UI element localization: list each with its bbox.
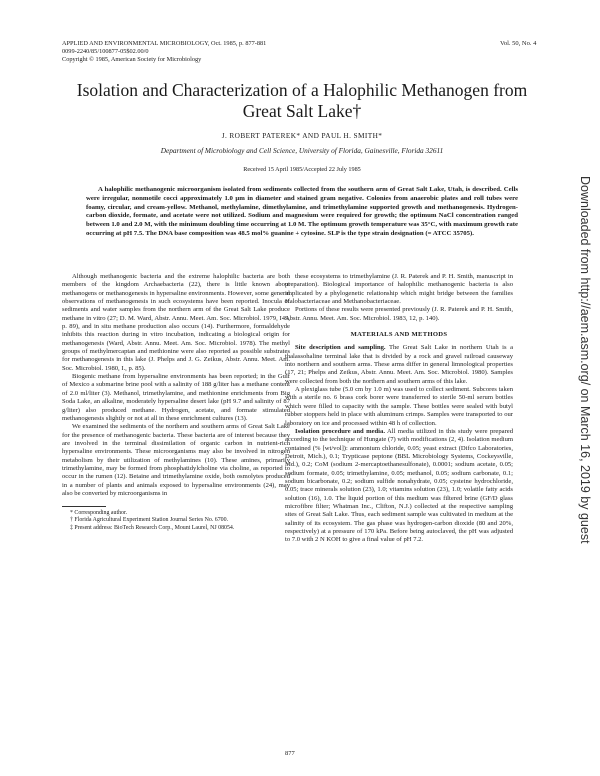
journal-header [62,40,266,65]
footnote-corresponding: * Corresponding author. [70,510,128,517]
paragraph-text: The Great Salt Lake in northern Utah is a thalassohaline terminal lake that is divided by a rock and gravel railroad causeway into northern and southern arms. These arms differ in general limnological properties (17, 21; Phelps and Zeikus, Abstr. Annu. Meet. Am. Soc. Microbiol. 1980). Samples were collected from both the northern and southern arms of this lake. [285,344,513,385]
methods-paragraph [285,428,513,545]
journal-citation: APPLIED AND ENVIRONMENTAL MICROBIOLOGY, Oct. 1985, p. 877-881 [62,40,267,47]
footnote-present-address: ‡ Present address: BioTech Research Corp., Mount Laurel, NJ 08054. [70,524,235,531]
volume-issue: Vol. 50, No. 4 [500,40,537,47]
subsection-heading: Site description and sampling. [295,344,386,352]
methods-paragraph: A plexiglass tube (5.0 cm by 1.0 m) was used to collect sediment. Subcores taken with a sterile no. 6 brass cork borer were transferred to sterile 50-ml serum bottles which were filled to capacity with the sample. These bottles were sealed with butyl rubber stoppers held in place with aluminum crimps. Samples were transported to our laboratory on ice and processed within 48 h of collection. [285,386,513,427]
intro-paragraph: We examined the sediments of the northern and southern arms of Great Salt Lake for the presence of methanogenic bacteria. These bacteria are of interest because they are involved in the terminal dissimilation of organic carbon in nutrient-rich hypersaline environments. These microorganisms may also be involved in nitrogen metabolism by their utilization of methylamines (10). These amines, primarily trimethylamine, may be formed from phosphatidylcholine via choline, as reported to occur in the rumen (12). Betaine and trimethylamine oxide, both osmolytes produced in a number of plants and animals exposed to hypersaline environments (24), may also be converted by microorganisms in [62,423,290,497]
footnote-journal-series: † Florida Agricultural Experiment Station Journal Series No. 6700. [70,517,229,524]
right-column [285,273,513,545]
intro-paragraph: Portions of these results were presented previously (J. R. Paterek and P. H. Smith, Abstr. Annu. Meet. Am. Soc. Microbiol. 1983, 12, p. 140). [285,306,513,322]
subsection-heading: Isolation procedure and media. [295,427,385,435]
left-column [62,273,290,532]
footnote-rule [62,506,106,507]
affiliation: Department of Microbiology and Cell Science, University of Florida, Gainesville, Florida 32611 [160,146,444,155]
intro-paragraph: Biogenic methane from hypersaline environments has been reported; in the Gulf of Mexico a submarine brine pool with a salinity of 188 g/liter has a methane content of 2.0 ml/liter (3). Methanol, trimethylamine, and methionine enrichments from Big Soda Lake, an alkaline, moderately hypersaline desert lake (pH 9.7 and salinity of 87 g/liter) also produced methane. Hydrogen, acetate, and formate stimulated methanogenesis slightly or not at all in these enrichment cultures (13). [62,373,290,422]
paragraph-text: All media utilized in this study were prepared according to the technique of Hungate (7) with modifications (2, 4). Isolation medium contained (% [wt/vol]): ammonium chloride, 0.05; yeast extract (Difco Laboratories, Detroit, Mich.), 0.1; Trypticase peptone (BBL Microbiology Systems, Cockeysville, Md.), 0.2; CoM (sodium 2-mercaptoethanesulfonate), 0.0001; sodium acetate, 0.05; sodium formate, 0.05; trimethylamine, 0.05; methanol, 0.05; sodium carbonate, 0.1; sodium bicarbonate, 0.2; sodium sulfide nonahydrate, 0.05; cysteine hydrochloride, 0.05; trace minerals solution (23), 1.0; vitamins solution (23), 1.0; volatile fatty acids solution (16), 1.0. The liquid portion of this medium was filtered brine (GF/D glass microfibre filter; Whatman Inc., Clifton, N.J.) collected at the respective sampling sites of Great Salt Lake. Thus, each sediment sample was cultivated in medium at the salinity of its ecosystem. The gas phase was hydrogen-carbon dioxide (80 and 20%, respectively) at a pressure of 170 kPa. Before being autoclaved, the pH was adjusted to 7.0 with 2 N KOH to give a final value of pH 7.2. [285,427,514,544]
download-watermark [570,40,594,680]
received-dates: Received 15 April 1985/Accepted 22 July 1985 [243,166,361,173]
author-line: J. ROBERT PATEREK* AND PAUL H. SMITH* [221,131,383,140]
section-heading: MATERIALS AND METHODS [350,331,448,339]
download-notice: Downloaded from http://aem.asm.org/ on March 16, 2019 by guest [578,176,592,544]
article-title: Isolation and Characterization of a Halophilic Methanogen from Great Salt Lake† [76,80,528,121]
copyright-line: Copyright © 1985, American Society for Microbiology [62,56,202,64]
intro-paragraph: Although methanogenic bacteria and the extreme halophilic bacteria are both members of the kingdom Archaebacteria (22), there is little known about methanogens or methanogenesis in hypersaline environments. However, some general observations of methanogenesis in such ecosystems have been reported. Inocula of sediments and water samples from the northern arm of the Great Salt Lake produce methane in vitro (27; D. M. Ward, Abstr. Annu. Meet. Am. Soc. Microbiol. 1979, I49, p. 89), and in situ methane production also occurs (14). Furthermore, formaldehyde inhibits this reaction during in vitro incubation, indicating a biological origin for methanogenesis (Ward, Abstr. Annu. Meet. Am. Soc. Microbiol. 1978). The methyl groups of methylmercaptan and methionine were also reported as possible substrates for methanogenesis in this lake (J. Phelps and J. G. Zeikus, Abstr. Annu. Meet. Am. Soc. Microbiol. 1980, I., p. 85). [62,273,290,372]
methods-paragraph [285,344,513,386]
abstract: A halophilic methanogenic microorganism isolated from sediments collected from the southern arm of Great Salt Lake, Utah, is described. Cells were irregular, nonmotile cocci approximately 1.0 μm in diameter and stained gram negative. Colonies from anaerobic plates and roll tubes were foamy, circular, and cream-yellow. Methanol, methylamine, dimethylamine, and trimethylamine supported growth and methanogenesis. Hydrogen-carbon dioxide, formate, and acetate were not utilized. Sodium and magnesium were required for growth; the optimum NaCl concentration ranged between 1.0 and 2.0 M, with the minimum doubling time occurring at 1.0 M. The optimum growth temperature was 35°C, with maximum growth rate occurring at pH 7.5. The DNA base composition was 48.5 mol% guanine + cytosine. SLP is the type strain designation (= ATCC 35705). [86,186,518,237]
intro-continuation: these ecosystems to trimethylamine (J. R. Paterek and P. H. Smith, manuscript in preparation). Biological importance of halophilic methanogenic bacteria is also implicated by a phylogenetic relationship which might bridge between the families Halobacteriaceae and Methanobacteriaceae. [285,273,513,306]
issn-line: 0099-2240/85/100877-05$02.00/0 [62,48,149,56]
page-number: 877 [285,750,295,757]
